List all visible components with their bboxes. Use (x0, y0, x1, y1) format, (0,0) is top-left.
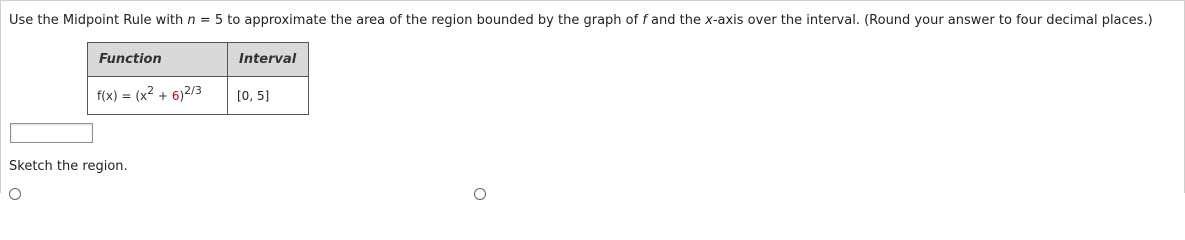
sketch-label: Sketch the region. (9, 159, 128, 174)
function-interval-table (87, 42, 309, 115)
function-cell (88, 77, 228, 115)
interval-cell: [0, 5] (228, 77, 309, 115)
function-constant: 6 (171, 88, 180, 103)
function-close-paren: ) (179, 88, 185, 103)
function-plus: + (154, 88, 172, 103)
question-x-var: x (705, 13, 713, 28)
question-text (9, 13, 1153, 28)
question-middle2: and the (646, 13, 706, 28)
interval-header: Interval (228, 43, 309, 77)
graph-option-radio-1[interactable] (9, 188, 21, 200)
question-suffix: -axis over the interval. (Round your answer to four decimal places.) (712, 13, 1153, 28)
graph-option-radio-2[interactable] (474, 188, 486, 200)
question-n-var: n (187, 13, 196, 28)
question-prefix: Use the Midpoint Rule with (9, 13, 188, 28)
function-lhs: f(x) = (x (97, 88, 148, 103)
function-exponent-outer: 2/3 (184, 83, 202, 97)
function-header: Function (88, 43, 228, 77)
answer-input[interactable] (10, 123, 93, 143)
question-middle: = 5 to approximate the area of the region bounded by the graph of (195, 13, 643, 28)
table-header-row (88, 43, 309, 77)
function-exponent-inner: 2 (147, 83, 155, 97)
question-f-var: f (642, 13, 647, 28)
table-row (88, 77, 309, 115)
